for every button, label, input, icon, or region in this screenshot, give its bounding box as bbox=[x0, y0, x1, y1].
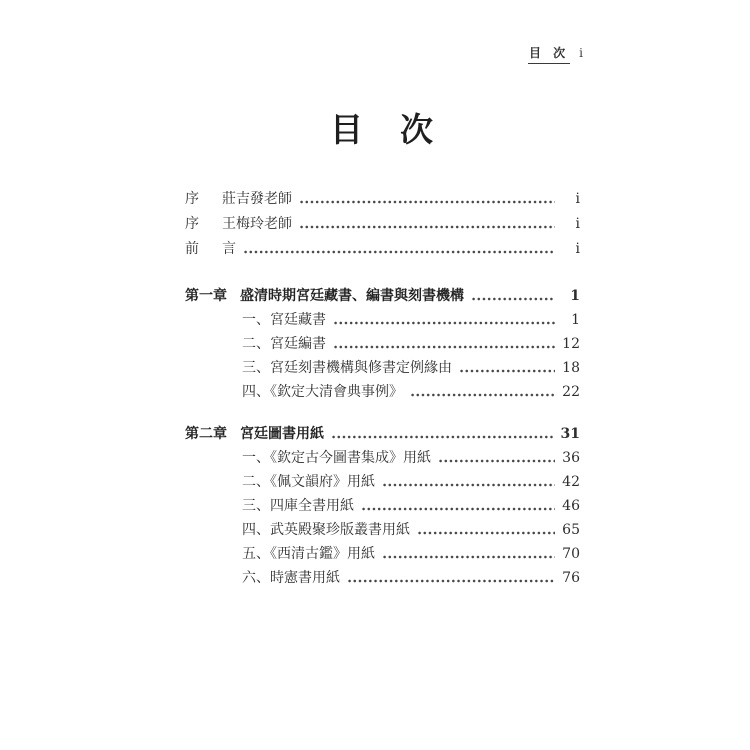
toc-entry-preface-1 bbox=[185, 188, 580, 213]
dot-leader bbox=[410, 389, 555, 401]
entry-text: 二、《佩文韻府》用紙 bbox=[242, 474, 375, 490]
entry-text: 二、宮廷編書 bbox=[242, 336, 326, 352]
toc-entry-ch2-item-3 bbox=[185, 495, 580, 519]
entry-text: 莊吉發老師 bbox=[222, 191, 292, 207]
running-header-page-number: i bbox=[579, 46, 583, 60]
entry-text: 王梅玲老師 bbox=[222, 216, 292, 232]
dot-leader bbox=[438, 455, 555, 467]
entry-text: 言 bbox=[222, 241, 236, 257]
dot-leader bbox=[331, 431, 555, 443]
toc-entry-ch1-item-2 bbox=[185, 333, 580, 357]
entry-label: 前 bbox=[185, 241, 199, 257]
entry-text: 六、時憲書用紙 bbox=[242, 570, 340, 586]
entry-text: 三、四庫全書用紙 bbox=[242, 498, 354, 514]
entry-page-number: 1 bbox=[570, 288, 580, 304]
toc-entry-ch1-item-3 bbox=[185, 357, 580, 381]
entry-text: 三、宮廷刻書機構與修書定例緣由 bbox=[242, 360, 452, 376]
front-matter-section bbox=[185, 188, 580, 263]
chapter-1-section bbox=[185, 285, 580, 405]
dot-leader bbox=[333, 341, 555, 353]
toc-entry-ch2-item-2 bbox=[185, 471, 580, 495]
chapter-number-label: 第一章 bbox=[185, 288, 227, 304]
toc-entry-ch2-item-5 bbox=[185, 543, 580, 567]
dot-leader bbox=[361, 503, 555, 515]
dot-leader bbox=[347, 575, 555, 587]
table-of-contents bbox=[185, 188, 580, 591]
toc-entry-ch1-item-4 bbox=[185, 381, 580, 405]
entry-page-number: 70 bbox=[562, 546, 580, 562]
toc-entry-ch2-item-6 bbox=[185, 567, 580, 591]
running-header bbox=[528, 44, 583, 64]
toc-entry-foreword bbox=[185, 238, 580, 263]
dot-leader bbox=[382, 551, 555, 563]
dot-leader bbox=[333, 317, 555, 329]
entry-page-number: i bbox=[575, 216, 580, 232]
entry-page-number: 42 bbox=[562, 474, 580, 490]
running-header-title: 目 次 bbox=[528, 44, 570, 64]
dot-leader bbox=[299, 196, 555, 208]
entry-text: 一、宮廷藏書 bbox=[242, 312, 326, 328]
dot-leader bbox=[417, 527, 555, 539]
entry-page-number: 1 bbox=[571, 312, 580, 328]
entry-page-number: i bbox=[575, 241, 580, 257]
entry-page-number: 46 bbox=[562, 498, 580, 514]
toc-entry-ch2-item-1 bbox=[185, 447, 580, 471]
toc-entry-ch1-item-1 bbox=[185, 309, 580, 333]
entry-page-number: 12 bbox=[562, 336, 580, 352]
page-title: 目 次 bbox=[330, 110, 435, 149]
toc-entry-ch2-item-4 bbox=[185, 519, 580, 543]
toc-entry-chapter-2 bbox=[185, 423, 580, 447]
dot-leader bbox=[299, 221, 555, 233]
dot-leader bbox=[382, 479, 555, 491]
entry-label: 序 bbox=[185, 191, 199, 207]
entry-page-number: 76 bbox=[562, 570, 580, 586]
chapter-title: 盛清時期宮廷藏書、編書與刻書機構 bbox=[240, 288, 464, 304]
dot-leader bbox=[471, 293, 555, 305]
entry-page-number: i bbox=[575, 191, 580, 207]
dot-leader bbox=[243, 246, 555, 258]
entry-text: 四、《欽定大清會典事例》 bbox=[242, 384, 403, 400]
entry-label: 序 bbox=[185, 216, 199, 232]
chapter-2-section bbox=[185, 423, 580, 591]
chapter-title: 宮廷圖書用紙 bbox=[240, 426, 324, 442]
entry-text: 四、武英殿聚珍版叢書用紙 bbox=[242, 522, 410, 538]
chapter-number-label: 第二章 bbox=[185, 426, 227, 442]
entry-page-number: 31 bbox=[560, 426, 580, 442]
entry-page-number: 22 bbox=[562, 384, 580, 400]
dot-leader bbox=[459, 365, 555, 377]
entry-page-number: 36 bbox=[562, 450, 580, 466]
entry-text: 五、《西清古鑑》用紙 bbox=[242, 546, 375, 562]
toc-entry-preface-2 bbox=[185, 213, 580, 238]
entry-page-number: 18 bbox=[562, 360, 580, 376]
entry-text: 一、《欽定古今圖書集成》用紙 bbox=[242, 450, 431, 466]
entry-page-number: 65 bbox=[562, 522, 580, 538]
toc-entry-chapter-1 bbox=[185, 285, 580, 309]
